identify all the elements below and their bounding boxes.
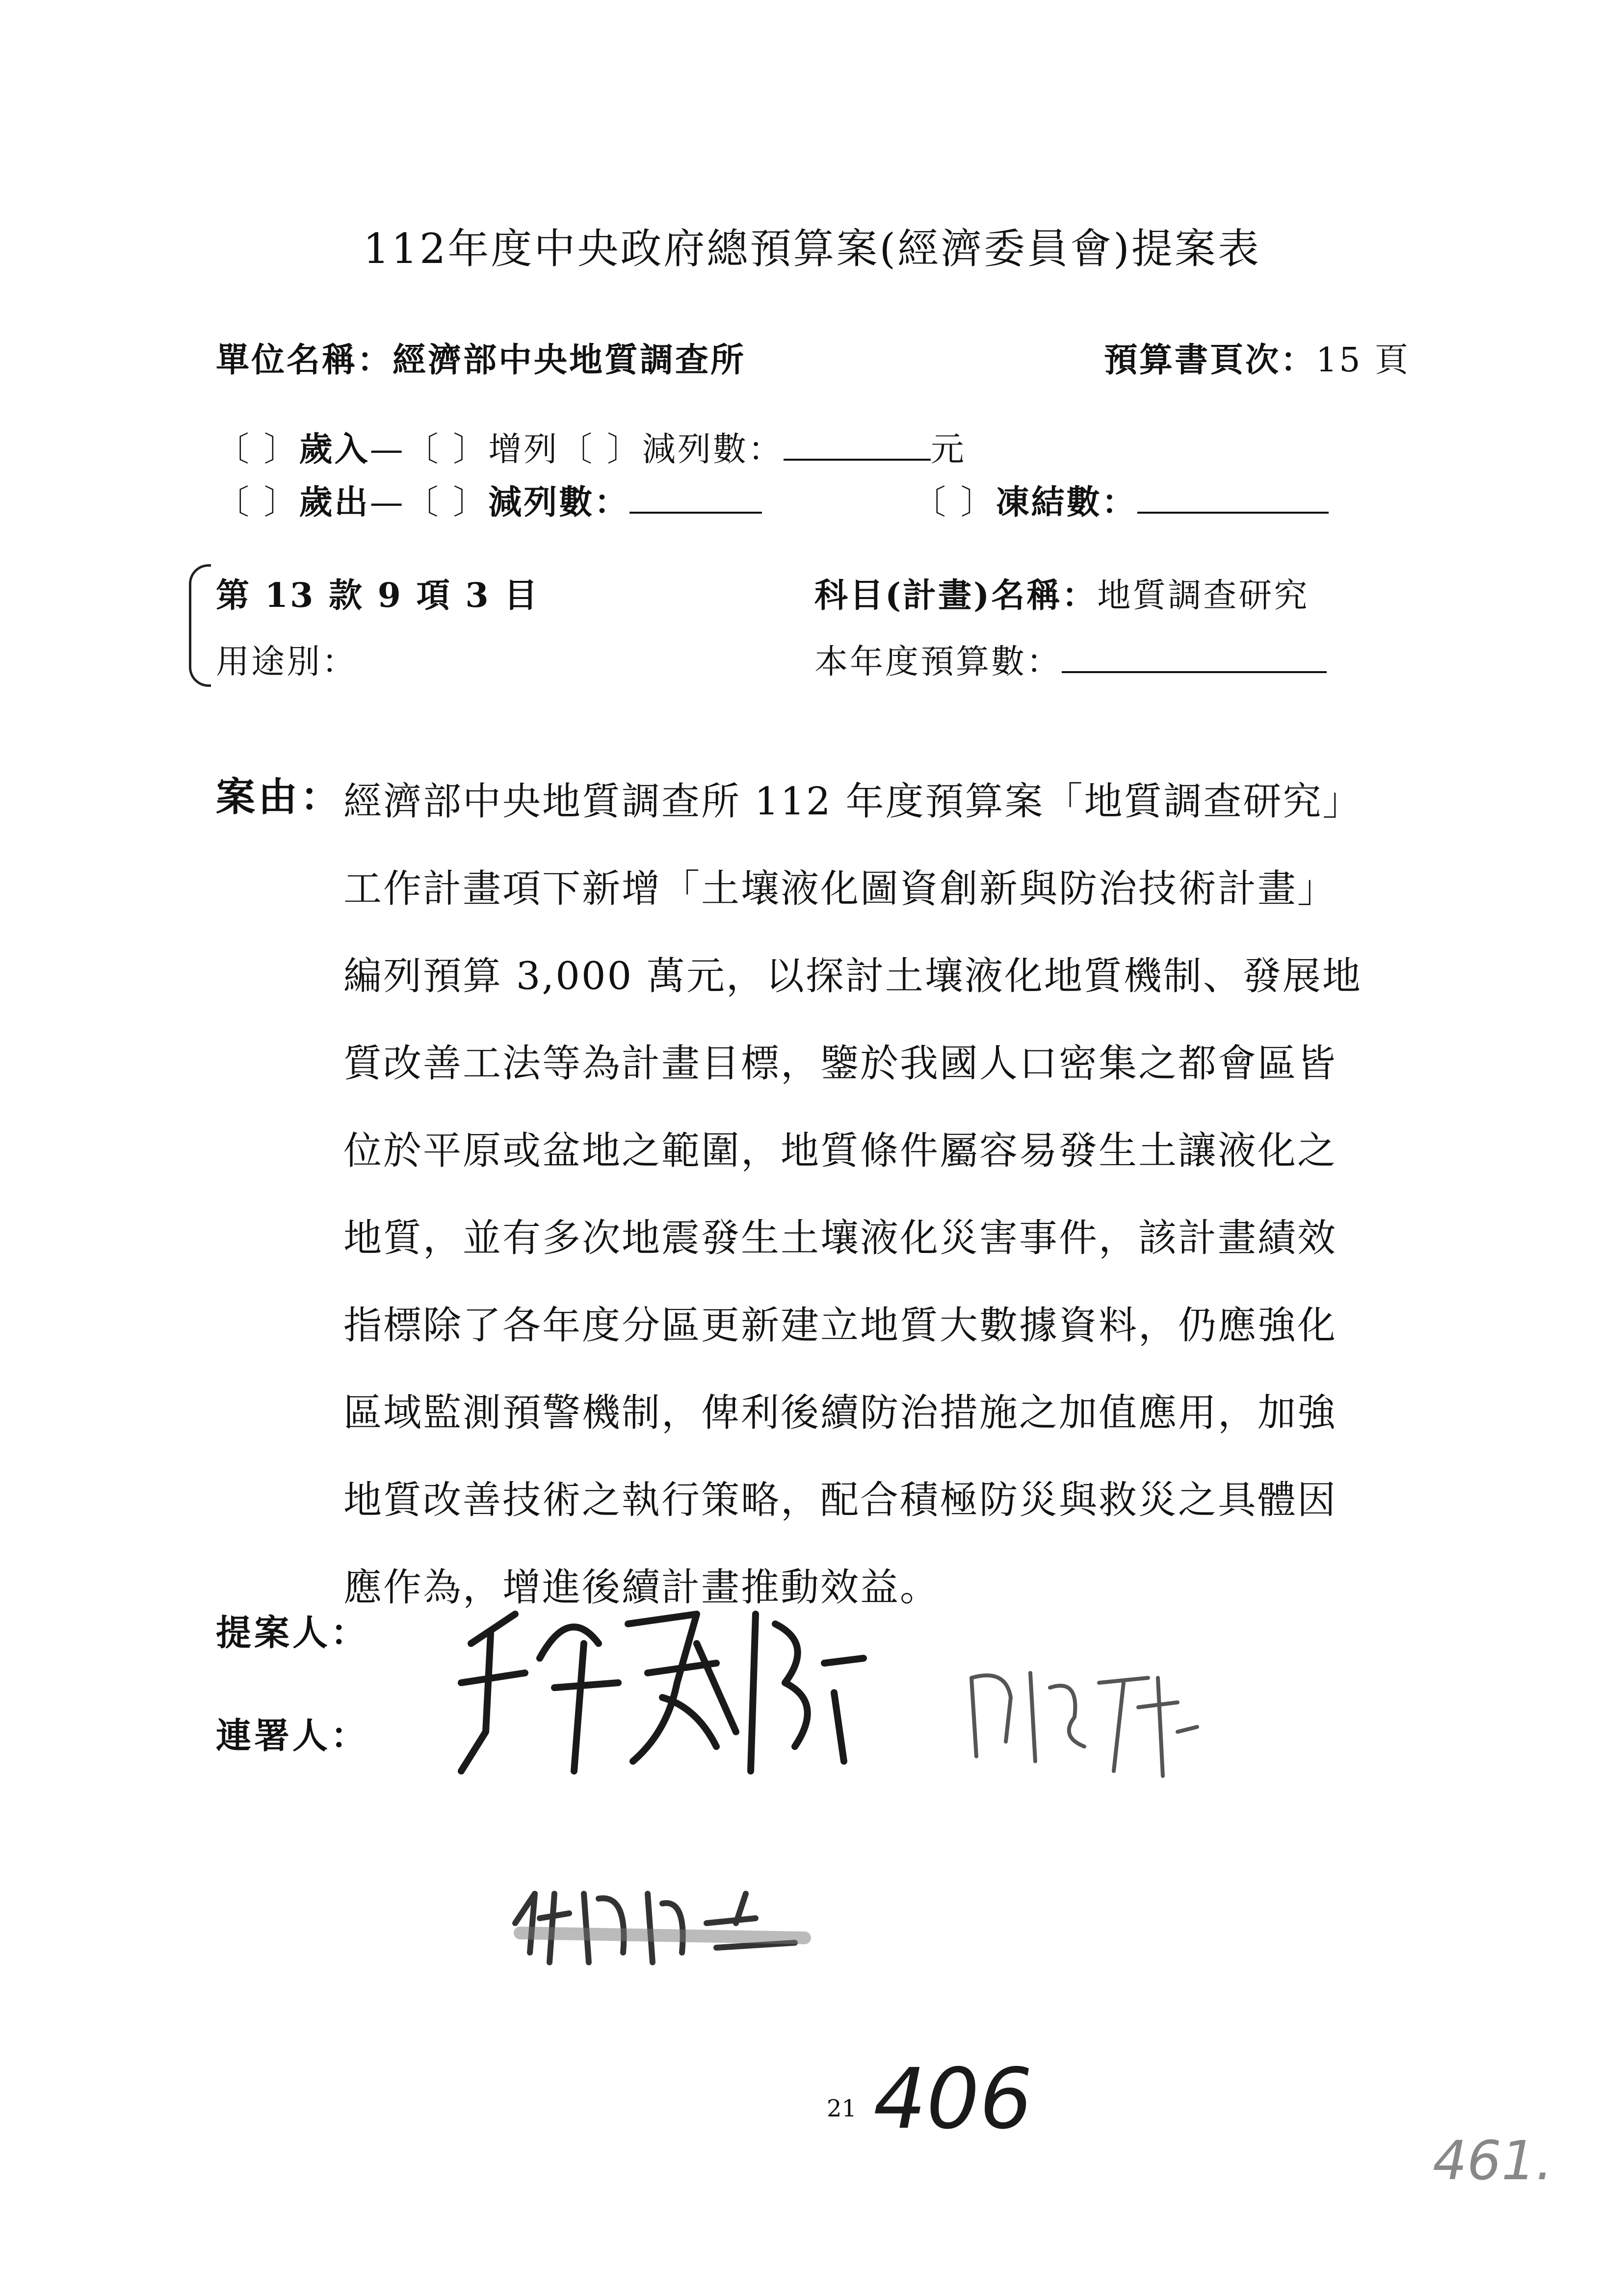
- reason-line: 質改善工法等為計畫目標，鑒於我國人口密集之都會區皆: [343, 1042, 1337, 1086]
- cosigner-label: 連署人：: [216, 1715, 369, 1756]
- annual-budget-field: [814, 635, 1327, 683]
- item-code: 第 13 款 9 項 3 目: [216, 576, 540, 615]
- reason-label: 案由：: [216, 774, 342, 820]
- expenditure-dash: —: [369, 483, 405, 522]
- expenditure-label: 歲出: [299, 483, 370, 522]
- reason-line: 應作為，增進後續計畫推動效益。: [343, 1565, 940, 1610]
- corner-mark: 461.: [1433, 2129, 1553, 2192]
- expenditure-decrease-label: 減列數：: [488, 483, 630, 522]
- revenue-dash: —: [369, 430, 405, 469]
- proposer-label: 提案人：: [216, 1612, 369, 1653]
- reason-line: 工作計畫項下新增「土壤液化圖資創新與防治技術計畫」: [343, 867, 1337, 911]
- budget-page-value: 15 頁: [1316, 341, 1411, 380]
- increase-label: 增列: [488, 430, 559, 469]
- decrease-checkbox[interactable]: 〔 〕: [559, 430, 642, 469]
- proposer-signature: [442, 1585, 883, 1791]
- reason-line: 編列預算 3,000 萬元，以探討土壤液化地質機制、發展地: [343, 954, 1362, 998]
- reason-line: 區域監測預警機制，俾利後續防治措施之加值應用，加強: [343, 1391, 1337, 1435]
- budget-page-label: 預算書頁次：: [1104, 340, 1316, 380]
- freeze-label: 凍結數：: [995, 483, 1137, 522]
- annual-budget-label: 本年度預算數：: [814, 643, 1062, 681]
- revenue-checkbox[interactable]: 〔 〕: [216, 430, 299, 469]
- reason-line: 地質，並有多次地震發生土壤液化災害事件，該計畫績效: [343, 1216, 1337, 1260]
- bracket-decoration: [189, 564, 211, 687]
- revenue-label: 歲入: [299, 430, 370, 469]
- freeze-field: [913, 476, 1329, 523]
- revenue-unit: 元: [930, 430, 966, 469]
- annual-budget-blank[interactable]: [1062, 641, 1327, 673]
- form-title: 112年度中央政府總預算案(經濟委員會)提案表: [363, 225, 1261, 273]
- expenditure-amount-blank[interactable]: [629, 481, 762, 514]
- reason-line: 位於平原或盆地之範圍，地質條件屬容易發生土讓液化之: [343, 1129, 1337, 1173]
- freeze-checkbox[interactable]: 〔 〕: [913, 483, 996, 522]
- subject-value: 地質調查研究: [1097, 576, 1310, 615]
- reason-line: 地質改善技術之執行策略，配合積極防災與救災之具體因: [343, 1478, 1337, 1522]
- cosigner-signature-1: [962, 1658, 1207, 1786]
- reason-body: [343, 758, 1467, 1631]
- subject-field: [814, 569, 1309, 617]
- unit-label: 單位名稱：: [216, 340, 393, 380]
- budget-page-field: [1104, 334, 1410, 381]
- expenditure-line: [216, 476, 762, 523]
- unit-field: [216, 334, 746, 381]
- reason-line: 經濟部中央地質調查所 112 年度預算案「地質調查研究」: [343, 780, 1362, 824]
- reason-line: 指標除了各年度分區更新建立地質大數據資料，仍應強化: [343, 1304, 1337, 1348]
- revenue-decrease-label: 減列數：: [642, 430, 784, 469]
- cosigner-signature-2: [500, 1864, 824, 1977]
- expenditure-checkbox[interactable]: 〔 〕: [216, 483, 299, 522]
- unit-value: 經濟部中央地質調查所: [393, 340, 746, 380]
- subject-label: 科目(計畫)名稱：: [814, 576, 1098, 615]
- expenditure-sub-checkbox[interactable]: 〔 〕: [405, 483, 489, 522]
- printed-page-number: 21: [827, 2095, 857, 2122]
- revenue-line: [216, 423, 966, 470]
- freeze-amount-blank[interactable]: [1137, 481, 1329, 514]
- handwritten-page-number: 406: [873, 2051, 1033, 2148]
- purpose-label: 用途別：: [216, 643, 358, 681]
- revenue-amount-blank[interactable]: [784, 428, 931, 461]
- revenue-sub-checkbox[interactable]: 〔 〕: [405, 430, 489, 469]
